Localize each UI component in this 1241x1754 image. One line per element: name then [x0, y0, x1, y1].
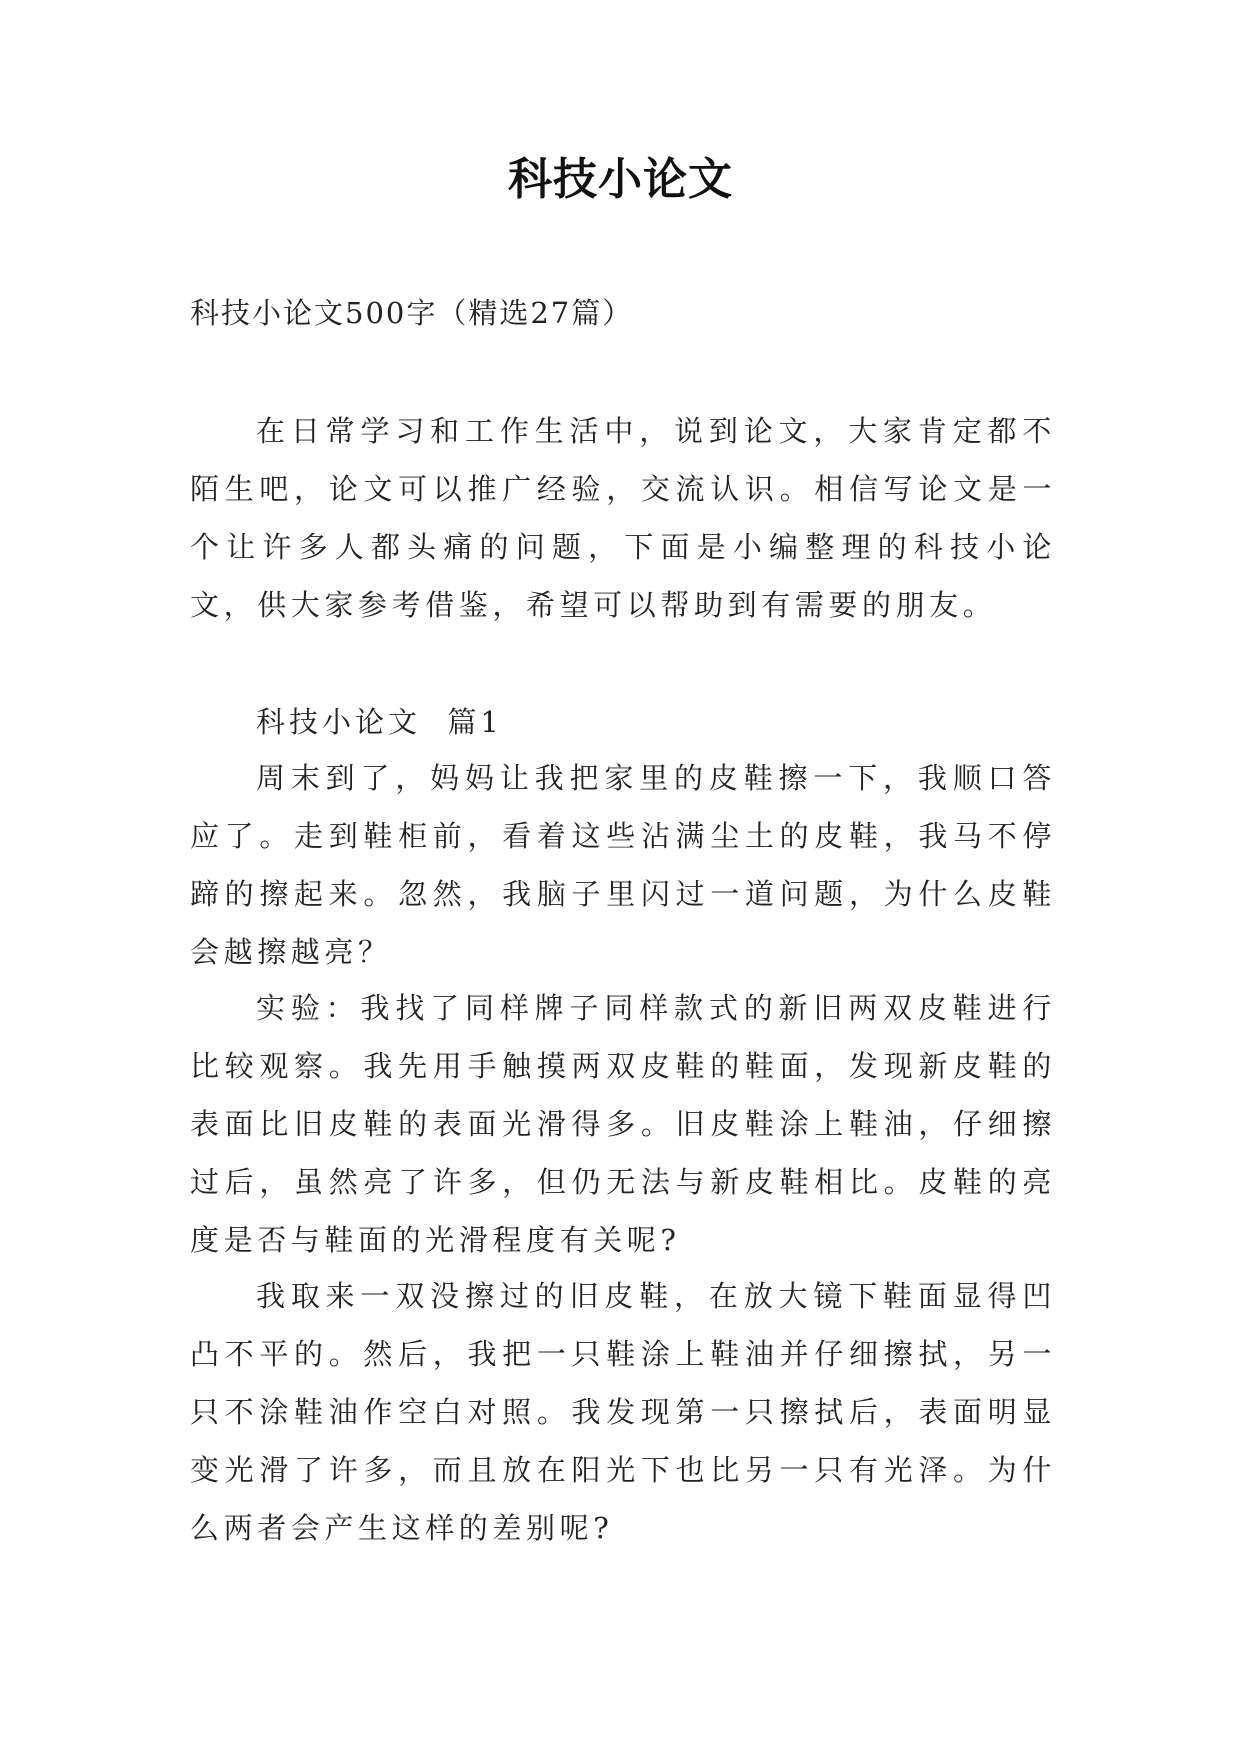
body-paragraph-3: 我取来一双没擦过的旧皮鞋，在放大镜下鞋面显得凹凸不平的。然后，我把一只鞋涂上鞋油并仔细擦拭，另一只不涂鞋油作空白对照。我发现第一只擦拭后，表面明显变光滑了许多，而且放在阳光下也比另一只有光泽。为什么两者会产生这样的差别呢?	[190, 1279, 1056, 1545]
intro-paragraph: 在日常学习和工作生活中，说到论文，大家肯定都不陌生吧，论文可以推广经验，交流认识。相信写论文是一个让许多人都头痛的问题，下面是小编整理的科技小论文，供大家参考借鉴，希望可以帮助到有需要的朋友。	[190, 414, 1056, 622]
body-paragraph-2: 实验：我找了同样牌子同样款式的新旧两双皮鞋进行比较观察。我先用手触摸两双皮鞋的鞋面，发现新皮鞋的表面比旧皮鞋的表面光滑得多。旧皮鞋涂上鞋油，仔细擦过后，虽然亮了许多，但仍无法与新皮鞋相比。皮鞋的亮度是否与鞋面的光滑程度有关呢?	[190, 991, 1056, 1257]
body-paragraph-1: 周末到了，妈妈让我把家里的皮鞋擦一下，我顺口答应了。走到鞋柜前，看着这些沾满尘土的皮鞋，我马不停蹄的擦起来。忽然，我脑子里闪过一道问题，为什么皮鞋会越擦越亮？	[190, 761, 1056, 969]
document-title: 科技小论文	[508, 154, 733, 205]
document-subtitle: 科技小论文500字（精选27篇）	[190, 296, 634, 330]
section-heading: 科技小论文 篇1	[256, 705, 503, 739]
